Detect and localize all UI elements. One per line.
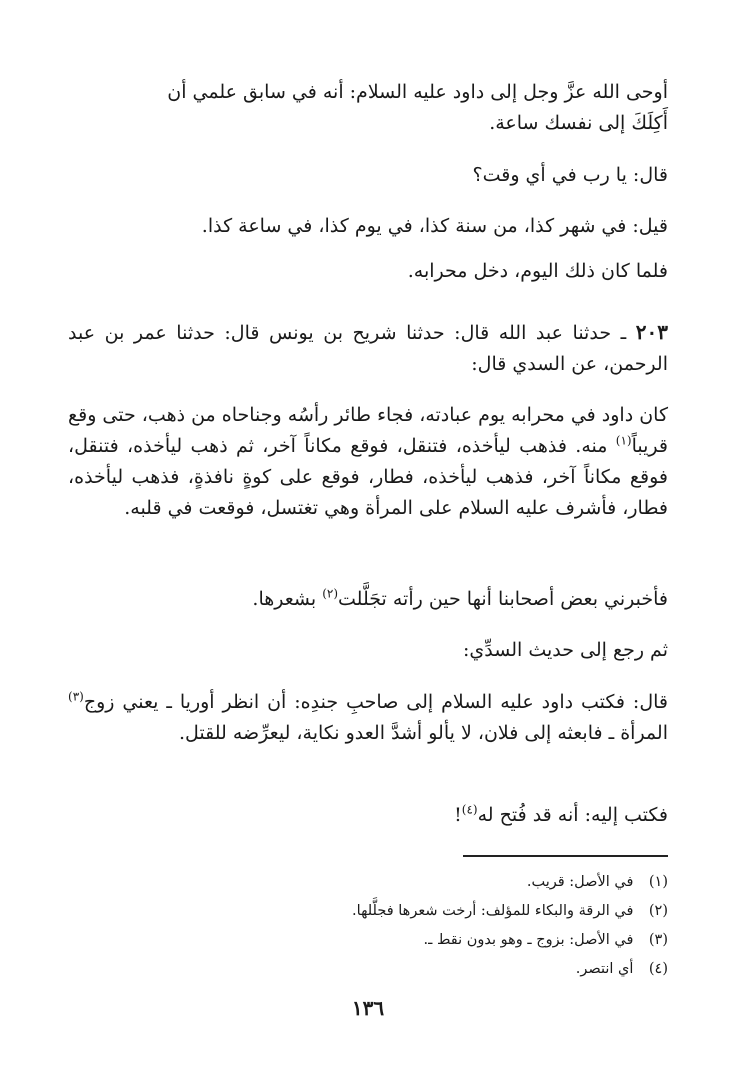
paragraph-answer: قيل: في شهر كذا، من سنة كذا، في يوم كذا، في ساعة كذا. [201, 215, 668, 237]
footnote-number: (٤) [648, 961, 668, 977]
footnote-ref-1[interactable]: (١) [615, 433, 632, 448]
footnote-text: في الرقة والبكاء للمؤلف: أرخت شعرها فجلَّلها. [352, 903, 634, 919]
paragraph-letter [68, 687, 668, 749]
footnote-text: في الأصل: بزوج ـ وهو بدون نقط ـ. [423, 932, 634, 948]
letter-text-1: قال: فكتب داود عليه السلام إلى صاحبِ جندِه: أن انظر أوريا ـ يعني زوج [83, 691, 668, 713]
paragraph-revelation-line2: أَكِلَكَ إلى نفسك ساعة. [489, 112, 668, 134]
paragraph-revelation-line1: أوحى الله عزَّ وجل إلى داود عليه السلام: أنه في سابق علمي أن [167, 81, 668, 103]
hadith-chain-text: ـ حدثنا عبد الله قال: حدثنا شريح بن يونس قال: حدثنا عمر بن عبد الرحمن، عن السدي قال: [68, 322, 668, 375]
paragraph-revelation [68, 77, 668, 139]
footnote-number: (٣) [648, 932, 668, 948]
paragraph-mihrab: فلما كان ذلك اليوم، دخل محرابه. [407, 260, 668, 282]
footnote-item [68, 897, 668, 926]
paragraph-bird-story [68, 400, 668, 524]
footnote-ref-2[interactable]: (٢) [322, 586, 339, 601]
victory-text-1: فكتب إليه: أنه قد فُتح له [477, 804, 668, 826]
paragraph-victory [68, 800, 668, 831]
bird-story-text-1: كان داود في محرابه يوم عبادته، فجاء طائر رأسُه وجناحاه من ذهب، حتى وقع قريباً [68, 404, 668, 457]
companions-text-1: فأخبرني بعض أصحابنا أنها حين رأته تجَلَّلت [338, 588, 668, 610]
bird-story-text-2: منه. فذهب ليأخذه، فتنقل، فوقع مكاناً آخر، ثم ذهب ليأخذه، فتنقل، فوقع مكاناً آخر، فذهب ليأخذه، فطار، فوقع على كوةٍ نافذةٍ، فذهب ليأخذه، فطار، فأشرف عليه السلام على المرأة وهي تغتسل، فوقعت في قلبه. [68, 435, 668, 519]
companions-text-2: بشعرها. [252, 588, 323, 610]
paragraph-companions [68, 584, 668, 615]
book-page [68, 0, 668, 1085]
footnote-number: (٢) [648, 903, 668, 919]
footnote-number: (١) [648, 874, 668, 890]
footnote-ref-3[interactable]: (٣) [68, 689, 84, 704]
hadith-number: ٢٠٣ [635, 320, 668, 344]
footnote-text: في الأصل: قريب. [526, 874, 634, 890]
footnote-item [68, 926, 668, 955]
footnote-divider [463, 855, 668, 857]
letter-text-2: المرأة ـ فابعثه إلى فلان، لا يألو أشدَّ العدو نكاية، ليعرِّضه للقتل. [178, 722, 668, 744]
footnote-item [68, 868, 668, 897]
footnote-text: أي انتصر. [575, 961, 634, 977]
footnote-item [68, 955, 668, 984]
footnote-ref-4[interactable]: (٤) [461, 802, 478, 817]
footnotes-list [68, 868, 668, 984]
paragraph-return: ثم رجع إلى حديث السدِّي: [463, 639, 668, 661]
paragraph-hadith-203 [68, 317, 668, 380]
paragraph-question: قال: يا رب في أي وقت؟ [472, 164, 668, 186]
victory-text-2: ! [454, 804, 462, 826]
page-number: ١٣٦ [351, 996, 385, 1020]
